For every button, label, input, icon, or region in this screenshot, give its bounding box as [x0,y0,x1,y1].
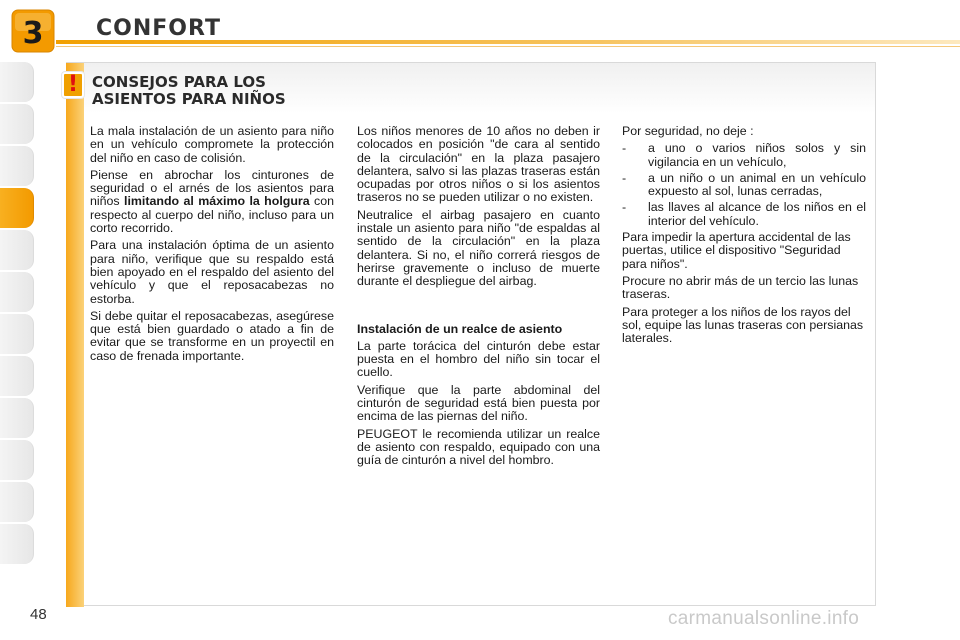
paragraph-harness [90,169,334,235]
paragraph: Para impedir la apertura accidental de las puertas, utilice el dispositivo "Seguridad para niños". [622,230,851,271]
chapter-tab-9[interactable] [0,398,34,438]
chapter-tabs [0,62,34,566]
paragraph: Verifique que la parte abdominal del cinturón de seguridad está bien puesta por encima de las piernas del niño. [357,382,600,424]
chapter-tab-3[interactable] [0,146,34,186]
column-1 [90,125,334,367]
paragraph: PEUGEOT le recomienda utilizar un realce de asiento con respaldo, equipado con una guía de cinturón a nivel del hombro. [357,426,600,468]
paragraph: Para una instalación óptima de un asiento para niño, verifique que su respaldo está bien apoyado en el respaldo del asiento del vehículo y que el reposacabezas no estorba. [90,238,334,306]
subheading-booster-seat: Instalación de un realce de asiento [357,321,563,336]
list-item [622,142,866,169]
paragraph: Para proteger a los niños de los rayos del sol, equipe las lunas traseras con persianas laterales. [622,304,864,346]
list-item-text: las llaves al alcance de los niños en el interior del vehículo. [648,200,866,228]
chapter-tab-8[interactable] [0,356,34,396]
list-item [622,172,866,199]
panel-accent-strip [66,63,84,607]
list-dash: - [622,200,627,215]
paragraph-intro: Por seguridad, no deje : [622,124,754,138]
chapter-tab-4-active[interactable] [0,188,34,228]
paragraph: Los niños menores de 10 años no deben ir colocados en posición "de cara al sentido de la circulación" en la plaza pasajero delantera, salvo si las plazas traseras están ocupadas por otros niños o si los asientos traseros no se pueden utilizar o no existen. [357,124,600,205]
page-number: 48 [30,606,47,623]
chapter-tab-7[interactable] [0,314,34,354]
chapter-tab-10[interactable] [0,440,34,480]
list-item [622,201,866,228]
paragraph: La mala instalación de un asiento para niño en un vehículo compromete la protección del niño en caso de colisión. [90,124,334,165]
chapter-tab-5[interactable] [0,230,34,270]
watermark: carmanualsonline.info [668,608,860,629]
section-title-line2: ASIENTOS PARA NIÑOS [92,90,286,108]
column-3 [622,125,866,349]
chapter-title: CONFORT [96,16,221,41]
list-item-text: a un niño o un animal en un vehículo expuesto al sol, lunas cerradas, [648,170,866,199]
chapter-badge [10,8,56,54]
paragraph: Procure no abrir más de un tercio las lunas traseras. [622,273,859,302]
chapter-tab-1[interactable] [0,62,34,102]
column-2 [357,125,600,472]
list-dash: - [622,141,627,156]
paragraph: Si debe quitar el reposacabezas, asegúrese que está bien guardado o atado a fin de evitar que se transforme en un proyectil en caso de frenada importante. [90,308,334,363]
header-rule-thin [56,46,960,47]
list-dash: - [622,170,627,185]
section-title [92,74,286,108]
text-run: con respecto al cuerpo del niño, incluso para un corto recorrido. [90,194,335,236]
list-item-text: a uno o varios niños solos y sin vigilancia en un vehículo, [648,141,866,169]
warning-icon: ! [62,72,84,98]
chapter-tab-12[interactable] [0,524,34,564]
chapter-tab-6[interactable] [0,272,34,312]
paragraph: Neutralice el airbag pasajero en cuanto instale un asiento para niño "de espaldas al sentido de la circulación" en la plaza delantera. Si no, el niño correrá riesgos de herirse gravemente o incluso de muerte durante el despliegue del airbag. [357,207,600,289]
paragraph: La parte torácica del cinturón debe estar puesta en el hombro del niño sin tocar el cuello. [357,338,600,380]
chapter-tab-2[interactable] [0,104,34,144]
chapter-tab-11[interactable] [0,482,34,522]
bold-emphasis: limitando al máximo la holgura [124,194,310,209]
text-run: Piense en abrochar los cinturones de seguridad o el arnés de los asientos para niños [90,167,334,209]
chapter-number: 3 [22,16,44,51]
section-title-line1: CONSEJOS PARA LOS [92,73,266,91]
